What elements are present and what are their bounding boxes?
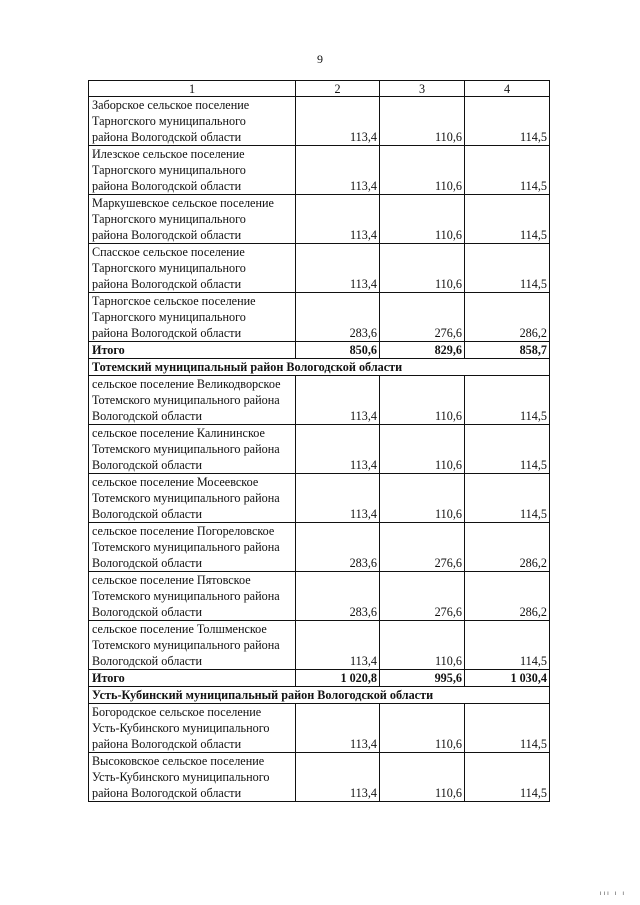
value-col-3: 110,6 xyxy=(380,97,465,146)
value-col-2: 1 020,8 xyxy=(296,670,380,687)
table-row xyxy=(89,146,550,195)
settlement-name-line: района Вологодской области xyxy=(92,326,242,340)
settlement-name-line: Вологодской области xyxy=(92,507,202,521)
header-cell: 1 xyxy=(89,81,296,97)
settlement-name-line: Вологодской области xyxy=(92,409,202,423)
settlement-name-line: Усть-Кубинского муниципального xyxy=(92,721,270,735)
settlement-name-line: сельское поселение Толшменское xyxy=(92,622,267,636)
header-cell: 4 xyxy=(465,81,550,97)
value-col-3: 110,6 xyxy=(380,146,465,195)
settlement-name xyxy=(89,195,296,244)
table-row xyxy=(89,621,550,670)
value-col-3: 110,6 xyxy=(380,244,465,293)
settlement-name xyxy=(89,97,296,146)
settlement-name-line: Тарногского муниципального xyxy=(92,310,246,324)
section-title: Тотемский муниципальный район Вологодской области xyxy=(89,359,550,376)
settlement-name-line: района Вологодской области xyxy=(92,228,242,242)
value-col-2: 113,4 xyxy=(296,425,380,474)
settlement-name xyxy=(89,572,296,621)
settlement-name-line: района Вологодской области xyxy=(92,737,242,751)
value-col-2: 113,4 xyxy=(296,244,380,293)
value-col-2: 113,4 xyxy=(296,146,380,195)
table-row xyxy=(89,376,550,425)
settlement-name-line: Вологодской области xyxy=(92,458,202,472)
total-row xyxy=(89,670,550,687)
value-col-3: 276,6 xyxy=(380,293,465,342)
table-row xyxy=(89,97,550,146)
value-col-3: 110,6 xyxy=(380,621,465,670)
settlement-name-line: Тарногского муниципального xyxy=(92,212,246,226)
value-col-2: 113,4 xyxy=(296,753,380,802)
settlement-name-line: района Вологодской области xyxy=(92,786,242,800)
settlement-name-line: Тарногского муниципального xyxy=(92,261,246,275)
value-col-4: 286,2 xyxy=(465,572,550,621)
settlement-name xyxy=(89,293,296,342)
settlement-name-line: района Вологодской области xyxy=(92,130,242,144)
section-header-row xyxy=(89,687,550,704)
table-row xyxy=(89,753,550,802)
value-col-4: 286,2 xyxy=(465,523,550,572)
table-row xyxy=(89,572,550,621)
value-col-4: 114,5 xyxy=(465,97,550,146)
footer-mark: ııı ı ı xyxy=(599,890,626,897)
value-col-4: 114,5 xyxy=(465,474,550,523)
settlement-name-line: района Вологодской области xyxy=(92,277,242,291)
value-col-4: 286,2 xyxy=(465,293,550,342)
settlement-name xyxy=(89,425,296,474)
section-title: Усть-Кубинский муниципальный район Вологодской области xyxy=(89,687,550,704)
total-label: Итого xyxy=(89,342,296,359)
settlement-name xyxy=(89,146,296,195)
value-col-3: 110,6 xyxy=(380,376,465,425)
settlement-name-line: Вологодской области xyxy=(92,556,202,570)
table-header-row xyxy=(89,81,550,97)
settlement-name xyxy=(89,474,296,523)
value-col-4: 114,5 xyxy=(465,146,550,195)
settlement-name-line: сельское поселение Калининское xyxy=(92,426,265,440)
settlement-name xyxy=(89,704,296,753)
value-col-4: 114,5 xyxy=(465,244,550,293)
table-row xyxy=(89,293,550,342)
table-row xyxy=(89,523,550,572)
settlement-name-line: Усть-Кубинского муниципального xyxy=(92,770,270,784)
settlement-name-line: Тарногское сельское поселение xyxy=(92,294,256,308)
value-col-2: 113,4 xyxy=(296,621,380,670)
value-col-3: 829,6 xyxy=(380,342,465,359)
settlement-name-line: Вологодской области xyxy=(92,654,202,668)
table-row xyxy=(89,704,550,753)
settlement-name-line: района Вологодской области xyxy=(92,179,242,193)
value-col-3: 276,6 xyxy=(380,572,465,621)
settlement-name xyxy=(89,621,296,670)
value-col-4: 114,5 xyxy=(465,704,550,753)
settlement-name-line: Богородское сельское поселение xyxy=(92,705,262,719)
settlement-name-line: сельское поселение Мосеевское xyxy=(92,475,259,489)
value-col-2: 283,6 xyxy=(296,572,380,621)
settlement-name xyxy=(89,376,296,425)
value-col-4: 114,5 xyxy=(465,376,550,425)
value-col-2: 113,4 xyxy=(296,97,380,146)
settlement-name-line: сельское поселение Погореловское xyxy=(92,524,275,538)
table-row xyxy=(89,425,550,474)
settlement-name-line: Тотемского муниципального района xyxy=(92,442,280,456)
value-col-2: 113,4 xyxy=(296,474,380,523)
value-col-4: 858,7 xyxy=(465,342,550,359)
value-col-2: 113,4 xyxy=(296,195,380,244)
settlement-name xyxy=(89,244,296,293)
value-col-3: 110,6 xyxy=(380,474,465,523)
value-col-3: 110,6 xyxy=(380,425,465,474)
value-col-2: 283,6 xyxy=(296,523,380,572)
header-cell: 3 xyxy=(380,81,465,97)
settlement-name xyxy=(89,753,296,802)
table-row xyxy=(89,474,550,523)
value-col-2: 283,6 xyxy=(296,293,380,342)
settlement-name-line: сельское поселение Великодворское xyxy=(92,377,281,391)
settlement-name-line: Тотемского муниципального района xyxy=(92,540,280,554)
table-row xyxy=(89,244,550,293)
value-col-2: 850,6 xyxy=(296,342,380,359)
value-col-3: 110,6 xyxy=(380,195,465,244)
value-col-4: 114,5 xyxy=(465,753,550,802)
value-col-3: 110,6 xyxy=(380,753,465,802)
settlement-name xyxy=(89,523,296,572)
value-col-3: 276,6 xyxy=(380,523,465,572)
settlement-name-line: Высоковское сельское поселение xyxy=(92,754,265,768)
settlement-name-line: Тотемского муниципального района xyxy=(92,589,280,603)
value-col-4: 114,5 xyxy=(465,425,550,474)
settlement-name-line: Тотемского муниципального района xyxy=(92,638,280,652)
settlement-name-line: Тарногского муниципального xyxy=(92,163,246,177)
settlement-name-line: Тотемского муниципального района xyxy=(92,491,280,505)
section-header-row xyxy=(89,359,550,376)
settlement-name-line: Илезское сельское поселение xyxy=(92,147,245,161)
value-col-2: 113,4 xyxy=(296,704,380,753)
value-col-3: 110,6 xyxy=(380,704,465,753)
total-row xyxy=(89,342,550,359)
value-col-3: 995,6 xyxy=(380,670,465,687)
value-col-4: 114,5 xyxy=(465,621,550,670)
value-col-2: 113,4 xyxy=(296,376,380,425)
budget-table xyxy=(88,80,550,802)
settlement-name-line: Тотемского муниципального района xyxy=(92,393,280,407)
settlement-name-line: Маркушевское сельское поселение xyxy=(92,196,274,210)
settlement-name-line: Заборское сельское поселение xyxy=(92,98,250,112)
settlement-name-line: Спасское сельское поселение xyxy=(92,245,245,259)
value-col-4: 1 030,4 xyxy=(465,670,550,687)
page-number: 9 xyxy=(317,52,323,66)
value-col-4: 114,5 xyxy=(465,195,550,244)
header-cell: 2 xyxy=(296,81,380,97)
settlement-name-line: Вологодской области xyxy=(92,605,202,619)
table-row xyxy=(89,195,550,244)
total-label: Итого xyxy=(89,670,296,687)
settlement-name-line: сельское поселение Пятовское xyxy=(92,573,251,587)
settlement-name-line: Тарногского муниципального xyxy=(92,114,246,128)
